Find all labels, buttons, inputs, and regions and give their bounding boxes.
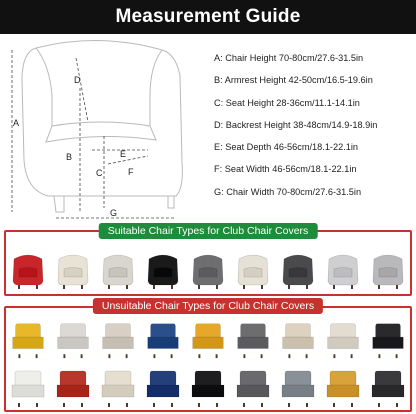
suitable-chair-image-8 [323, 246, 363, 292]
spec-armrest-height: B: Armrest Height 42-50cm/16.5-19.6in [214, 75, 373, 86]
unsuitable-heading: Unsuitable Chair Types for Club Chair Covers [93, 298, 323, 314]
measurement-spec-list [214, 52, 414, 208]
unsuitable-row2-chair-image-1 [8, 365, 48, 409]
spec-chair-width: G: Chair Width 70-80cm/27.6-31.5in [214, 186, 362, 197]
unsuitable-chairs-row-2 [8, 365, 408, 409]
unsuitable-row2-chair-image-3 [98, 365, 138, 409]
label-b: B [66, 152, 73, 162]
unsuitable-row2-chair-image-9 [368, 365, 408, 409]
unsuitable-chairs-row-1 [8, 318, 408, 360]
unsuitable-row2-chair-image-2 [53, 365, 93, 409]
suitable-chair-image-6 [233, 246, 273, 292]
label-d: D [74, 75, 81, 85]
unsuitable-row2-chair-image-7 [278, 365, 318, 409]
unsuitable-row1-chair-image-8 [323, 318, 363, 360]
chair-measurement-diagram [0, 36, 210, 222]
spec-chair-height: A: Chair Height 70-80cm/27.6-31.5in [214, 53, 364, 63]
label-e: E [120, 149, 127, 159]
page-title [0, 0, 416, 34]
spec-seat-height: C: Seat Height 28-36cm/11.1-14.1in [214, 97, 360, 108]
suitable-chair-image-5 [188, 246, 228, 292]
label-c: C [96, 168, 103, 178]
unsuitable-row2-chair-image-4 [143, 365, 183, 409]
suitable-chair-image-2 [53, 246, 93, 292]
unsuitable-row1-chair-image-7 [278, 318, 318, 360]
unsuitable-row1-chair-image-6 [233, 318, 273, 360]
suitable-chair-image-9 [368, 246, 408, 292]
chair-outline-icon [0, 36, 210, 222]
unsuitable-row2-chair-image-8 [323, 365, 363, 409]
suitable-chair-image-1 [8, 246, 48, 292]
unsuitable-row2-chair-image-5 [188, 365, 228, 409]
unsuitable-row1-chair-image-4 [143, 318, 183, 360]
spec-backrest-height: D: Backrest Height 38-48cm/14.9-18.9in [214, 119, 378, 130]
page-title-text: Measurement Guide [115, 6, 301, 27]
suitable-chair-image-3 [98, 246, 138, 292]
unsuitable-row1-chair-image-3 [98, 318, 138, 360]
suitable-chair-image-7 [278, 246, 318, 292]
spec-seat-depth: E: Seat Depth 46-56cm/18.1-22.1in [214, 142, 359, 153]
unsuitable-row1-chair-image-2 [53, 318, 93, 360]
label-f: F [128, 167, 134, 177]
unsuitable-row2-chair-image-6 [233, 365, 273, 409]
suitable-chair-image-4 [143, 246, 183, 292]
spec-seat-width: F: Seat Width 46-56cm/18.1-22.1in [214, 164, 357, 175]
label-g: G [110, 208, 118, 218]
unsuitable-row1-chair-image-9 [368, 318, 408, 360]
label-a: A [13, 118, 20, 128]
suitable-heading: Suitable Chair Types for Club Chair Covers [99, 223, 318, 239]
suitable-chairs-row [8, 246, 408, 292]
unsuitable-row1-chair-image-1 [8, 318, 48, 360]
unsuitable-row1-chair-image-5 [188, 318, 228, 360]
